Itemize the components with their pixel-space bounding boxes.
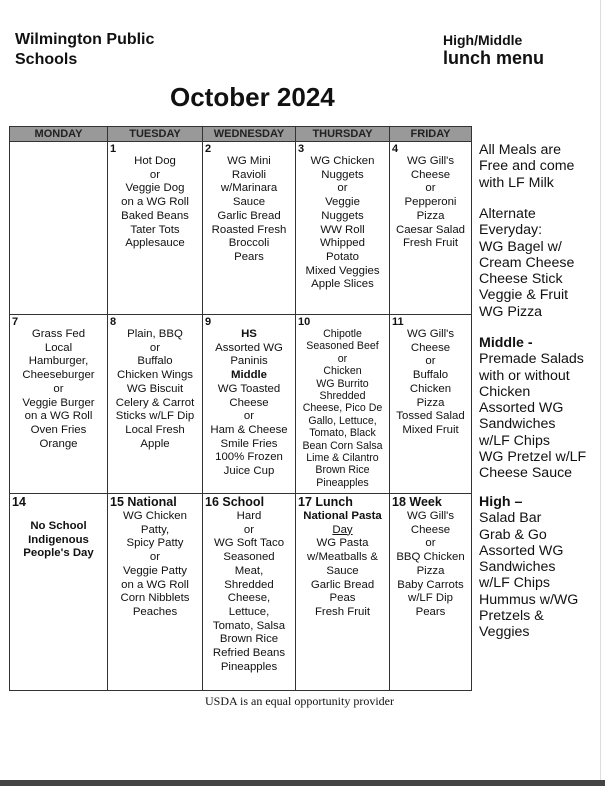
menu-item: Meat, — [234, 564, 264, 577]
weekday-wednesday: WEDNESDAY — [203, 127, 296, 141]
menu-type-line-1: High/Middle — [443, 32, 523, 48]
sidebar-line: Pretzels & — [479, 608, 544, 625]
menu-item: Applesauce — [125, 237, 185, 250]
weekday-monday: MONDAY — [10, 127, 108, 141]
menu-item: WG Burrito — [316, 377, 369, 390]
menu-item: Peaches — [132, 605, 178, 618]
menu-item: Pizza — [416, 396, 445, 409]
sidebar-line: Alternate — [479, 206, 536, 222]
day-number: 11 — [392, 316, 404, 328]
day-number: 3 — [298, 143, 305, 155]
menu-item: Ravioli — [231, 168, 267, 181]
alternate-everyday — [479, 206, 599, 320]
menu-item: Pizza — [416, 209, 445, 222]
day-cell — [390, 494, 471, 690]
menu-item: Patty, — [140, 523, 170, 536]
menu-item: Veggie — [325, 196, 360, 209]
menu-item: or — [337, 182, 348, 195]
district-name — [15, 30, 154, 70]
menu-item: Cheese — [410, 523, 451, 536]
day-cell — [203, 315, 296, 493]
day-cell — [203, 142, 296, 314]
sidebar-line: Assorted WG — [479, 400, 564, 417]
menu-item: Seasoned — [223, 551, 275, 564]
menu-item: Gallo, Lettuce, — [308, 414, 377, 427]
menu-item: Pizza — [416, 564, 445, 577]
menu-item: Tomato, Black — [309, 427, 376, 440]
menu-item: Oven Fries — [30, 423, 87, 436]
menu-item: Lime & Cilantro — [306, 452, 379, 465]
sidebar-line: WG Bagel w/ — [479, 238, 562, 255]
menu-item: Broccoli — [228, 237, 270, 250]
menu-item: Apple Slices — [311, 278, 374, 291]
menu-item: Caesar Salad — [395, 223, 466, 236]
menu-item: Sauce — [326, 564, 359, 577]
menu-item: Baked Beans — [121, 209, 189, 222]
usda-statement: USDA is an equal opportunity provider — [205, 694, 394, 708]
menu-item: WG Soft Taco — [213, 537, 285, 550]
day-cell — [108, 142, 203, 314]
sidebar-line: Assorted WG — [479, 542, 564, 559]
menu-item: Fresh Fruit — [314, 605, 371, 618]
sidebar-line: Everyday: — [479, 222, 543, 239]
menu-item: or — [425, 537, 436, 550]
menu-item: Shredded — [224, 578, 274, 591]
menu-item: Brown Rice — [219, 633, 279, 646]
day-number: 17 Lunch — [298, 495, 353, 509]
menu-item: Bean Corn Salsa — [302, 439, 383, 452]
bottom-bar — [0, 780, 605, 786]
menu-item: WG Toasted — [217, 382, 281, 395]
menu-item: on a WG Roll — [121, 578, 189, 591]
menu-item: Veggie Patty — [123, 564, 187, 577]
day-number: 16 School — [205, 495, 265, 509]
menu-item: Cheese, Pico De — [302, 402, 383, 415]
menu-item: w/LF Dip — [408, 592, 453, 605]
menu-item: HS — [241, 328, 257, 340]
menu-item: or — [425, 355, 436, 368]
sidebar-line: Sandwiches — [479, 559, 556, 576]
menu-item: Chipotle — [323, 328, 362, 340]
weekday-thursday: THURSDAY — [296, 127, 390, 141]
menu-item: Sauce — [232, 196, 266, 209]
menu-item: w/Meatballs & — [307, 551, 378, 564]
sidebar-line: with or without — [479, 367, 570, 384]
sidebar-line: WG Pretzel w/LF — [479, 449, 587, 466]
day-cell — [10, 494, 108, 690]
menu-item: Cheese — [410, 341, 451, 354]
menu-item: Buffalo — [412, 369, 449, 382]
menu-item: Sticks w/LF Dip — [115, 410, 195, 423]
day-number: 4 — [392, 143, 399, 155]
menu-item: 100% Frozen — [215, 451, 283, 464]
sidebar-line: Free and come — [479, 158, 575, 175]
day-number: 10 — [298, 316, 311, 328]
menu-item: BBQ Chicken — [396, 551, 465, 564]
menu-item: Refried Beans — [212, 647, 286, 660]
day-number: 9 — [205, 316, 212, 328]
menu-item: Buffalo — [137, 355, 173, 368]
menu-item: Mixed Veggies — [305, 264, 380, 277]
menu-item: Celery & Carrot — [115, 396, 195, 409]
menu-type-line-2: lunch menu — [443, 48, 545, 68]
menu-item: Cheeseburger — [22, 369, 95, 382]
menu-item: Garlic Bread — [217, 209, 281, 222]
menu-item: No School — [30, 520, 87, 532]
menu-item: Veggie Dog — [125, 182, 185, 195]
menu-item: WG Gill's — [406, 328, 455, 340]
menu-item: Grass Fed — [31, 328, 86, 340]
sidebar-line: Cream Cheese — [479, 254, 575, 271]
day-cell — [296, 494, 390, 690]
menu-item: Veggie Burger — [22, 396, 95, 409]
menu-item: Corn Nibblets — [120, 592, 190, 605]
menu-item: Spicy Patty — [126, 537, 184, 550]
menu-item: Nuggets — [321, 168, 364, 181]
menu-item: WG Chicken — [310, 155, 375, 167]
menu-calendar — [9, 126, 472, 691]
menu-item: or — [53, 382, 64, 395]
menu-item: Middle — [230, 369, 268, 382]
menu-item: Local — [44, 341, 73, 354]
menu-item: Potato — [326, 250, 359, 263]
menu-item: WG Biscuit — [126, 382, 184, 395]
menu-item: Peas — [329, 592, 356, 605]
day-number: 1 — [110, 143, 117, 155]
menu-item: WG Gill's — [406, 510, 455, 522]
menu-item: Local Fresh — [125, 423, 185, 436]
day-cell — [296, 142, 390, 314]
sidebar-line: Grab & Go — [479, 526, 547, 543]
menu-item: Chicken — [409, 382, 452, 395]
sidebar-line: Veggie & Fruit — [479, 287, 569, 304]
week-row-2 — [10, 315, 471, 494]
menu-item: Nuggets — [321, 209, 364, 222]
menu-item: Cheese — [229, 396, 269, 409]
menu-item: Plain, BBQ — [127, 328, 183, 340]
menu-item: Apple — [140, 437, 170, 450]
sidebar-line: w/LF Chips — [479, 575, 550, 592]
sidebar-line: with LF Milk — [479, 174, 554, 191]
day-number: 8 — [110, 316, 117, 328]
menu-item: Brown Rice — [315, 464, 370, 477]
menu-item: or — [243, 410, 255, 423]
menu-item: WG Chicken — [123, 510, 187, 522]
menu-item: Tossed Salad — [396, 410, 465, 423]
menu-item: Baby Carrots — [397, 578, 464, 591]
day-cell — [108, 494, 203, 690]
menu-item: Pears — [415, 605, 446, 618]
sidebar-line: Cheese Sauce — [479, 465, 573, 482]
weekday-header-row — [10, 127, 471, 142]
menu-item: Hamburger, — [28, 355, 89, 368]
menu-item: WG Gill's — [406, 155, 455, 167]
menu-item: or — [149, 551, 161, 564]
day-number: 7 — [12, 316, 19, 328]
middle-title: Middle - — [479, 335, 533, 351]
menu-item: on a WG Roll — [24, 410, 93, 423]
weekday-friday: FRIDAY — [410, 128, 451, 140]
menu-item: on a WG Roll — [121, 196, 189, 209]
district-line-2: Schools — [15, 51, 78, 68]
day-number: 18 Week — [392, 495, 442, 509]
menu-item: Tomato, Salsa — [212, 619, 286, 632]
menu-item: National Pasta — [303, 510, 382, 522]
sidebar-line: WG Pizza — [479, 303, 543, 320]
menu-item: Ham & Cheese — [210, 423, 288, 436]
day-number: 2 — [205, 143, 212, 155]
menu-item: Pineapples — [316, 476, 369, 489]
menu-item: or — [243, 523, 255, 536]
menu-item: Fresh Fruit — [402, 237, 459, 250]
menu-item: Hot Dog — [134, 155, 176, 167]
menu-item: Cheese, — [227, 592, 271, 605]
district-line-1: Wilmington Public — [15, 31, 155, 48]
day-number: 14 — [12, 495, 26, 509]
page-edge — [600, 0, 601, 780]
month-title: October 2024 — [170, 82, 335, 112]
menu-item: WG Pasta — [316, 537, 369, 550]
menu-item: Orange — [39, 437, 78, 450]
menu-item: Hard — [236, 510, 262, 522]
sidebar-line: Veggies — [479, 624, 530, 641]
menu-item: Tater Tots — [130, 223, 180, 236]
day-cell — [10, 315, 108, 493]
day-cell — [203, 494, 296, 690]
menu-item: Indigenous — [28, 533, 89, 546]
day-number: 15 National — [110, 495, 177, 509]
menu-item: or — [149, 168, 161, 181]
menu-item: Juice Cup — [223, 465, 275, 478]
week-row-3 — [10, 494, 471, 690]
menu-item: Pineapples — [220, 660, 278, 673]
all-meals-note — [479, 142, 599, 191]
menu-item: or — [425, 182, 436, 195]
week-row-1 — [10, 142, 471, 315]
menu-item: Pears — [234, 250, 264, 263]
menu-item: Whipped — [320, 237, 365, 250]
menu-item: Garlic Bread — [310, 578, 375, 591]
sidebar-line: Premade Salads — [479, 351, 584, 368]
sidebar-line: Sandwiches — [479, 416, 556, 433]
menu-item: Day — [332, 523, 353, 536]
sidebar-line: Salad Bar — [479, 510, 542, 527]
day-cell — [10, 142, 108, 314]
menu-item: Roasted Fresh — [211, 223, 287, 236]
menu-item: Smile Fries — [220, 437, 278, 450]
menu-item: Lettuce, — [228, 605, 270, 618]
middle-options — [479, 335, 599, 482]
menu-item: Cheese — [410, 168, 451, 181]
menu-item: WG Mini — [227, 155, 271, 167]
day-cell — [390, 142, 471, 314]
menu-item: WW Roll — [320, 223, 365, 236]
menu-item: Seasoned Beef — [306, 340, 379, 353]
day-cell — [390, 315, 471, 493]
weekday-tuesday: TUESDAY — [108, 127, 203, 141]
menu-item: Assorted WG — [215, 341, 283, 354]
day-cell — [296, 315, 390, 493]
menu-item: Mixed Fruit — [402, 423, 459, 436]
menu-item: People's Day — [23, 547, 94, 560]
menu-item: or — [337, 352, 348, 365]
menu-item: w/Marinara — [220, 182, 278, 195]
sidebar-line: Chicken — [479, 383, 531, 400]
sidebar-line: All Meals are — [479, 142, 562, 158]
menu-item: Chicken Wings — [117, 369, 193, 382]
menu-item: Pepperoni — [404, 196, 457, 209]
sidebar-line: w/LF Chips — [479, 432, 550, 449]
high-options — [479, 494, 599, 641]
menu-item: Shredded — [319, 390, 366, 403]
sidebar-line: Hummus w/WG — [479, 591, 579, 608]
day-cell — [108, 315, 203, 493]
menu-item: Paninis — [230, 355, 268, 368]
sidebar-line: Cheese Stick — [479, 271, 563, 288]
menu-item: Chicken — [323, 365, 362, 378]
high-title: High – — [479, 494, 523, 510]
menu-item: or — [149, 341, 161, 354]
